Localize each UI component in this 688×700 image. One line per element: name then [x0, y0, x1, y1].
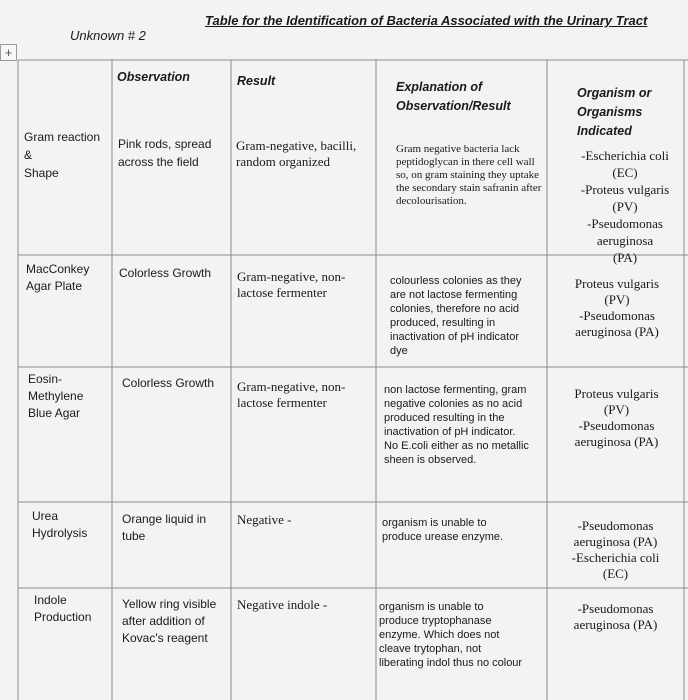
row-macconkey-test: MacConkey Agar Plate	[26, 262, 90, 293]
row-urea-explanation: organism is unable to produce urease enzyme.	[382, 517, 504, 543]
row-emb-explanation: non lactose fermenting, gram negative colonies as no acid produced resulting in the inactivation of pH indicator. No E.coli either as no metallic sheen is observed.	[384, 384, 529, 466]
row-indole-test: Indole Production	[34, 593, 92, 624]
row-indole-result: Negative indole -	[237, 597, 328, 612]
row-urea-test: Urea Hydrolysis	[32, 509, 88, 540]
row-emb-observation: Colorless Growth	[122, 376, 215, 390]
header-observation: Observation	[117, 70, 190, 84]
row-urea-observation: Orange liquid in tube	[122, 512, 207, 543]
table-move-handle-icon[interactable]: +	[0, 44, 17, 61]
row-urea-result: Negative -	[237, 512, 292, 527]
row-gram-result: Gram-negative, bacilli, random organized	[236, 138, 357, 169]
unknown-label: Unknown # 2	[70, 28, 146, 43]
row-gram-test: Gram reaction & Shape	[24, 130, 101, 180]
header-organism: Organism or Organisms Indicated	[577, 86, 652, 138]
table-title: Table for the Identification of Bacteria Associated with the Urinary Tract	[205, 13, 648, 28]
row-gram-observation: Pink rods, spread across the field	[118, 137, 212, 169]
row-urea-organism: -Pseudomonas aeruginosa (PA) -Escherichia coli (EC)	[571, 518, 660, 581]
header-result: Result	[237, 74, 276, 88]
row-emb-result: Gram-negative, non- lactose fermenter	[237, 379, 346, 410]
row-macconkey-result: Gram-negative, non- lactose fermenter	[237, 269, 346, 300]
row-emb-test: Eosin- Methylene Blue Agar	[28, 372, 84, 420]
row-gram-organism: -Escherichia coli (EC) -Proteus vulgaris (PV) -Pseudomonas aeruginosa (PA)	[580, 148, 670, 265]
header-explanation: Explanation of Observation/Result	[396, 80, 511, 113]
row-macconkey-observation: Colorless Growth	[119, 266, 212, 280]
row-macconkey-explanation: colourless colonies as they are not lactose fermenting colonies, therefore no acid produced, resulting in inactivation of pH indicator dye	[390, 275, 522, 357]
row-indole-observation: Yellow ring visible after addition of Kovac's reagent	[122, 597, 217, 645]
row-indole-organism: -Pseudomonas aeruginosa (PA)	[573, 601, 658, 632]
row-gram-explanation: Gram negative bacteria lack peptidoglycan in there cell wall so, on gram staining they uptake the secondary stain safranin after decolourisation.	[396, 143, 542, 207]
row-emb-organism: Proteus vulgaris (PV) -Pseudomonas aeruginosa (PA)	[574, 386, 659, 449]
row-indole-explanation: organism is unable to produce tryptophanase enzyme. Which does not cleave trytophan, not liberating indol thus no colour	[379, 601, 523, 669]
row-macconkey-organism: Proteus vulgaris (PV) -Pseudomonas aeruginosa (PA)	[574, 276, 660, 339]
